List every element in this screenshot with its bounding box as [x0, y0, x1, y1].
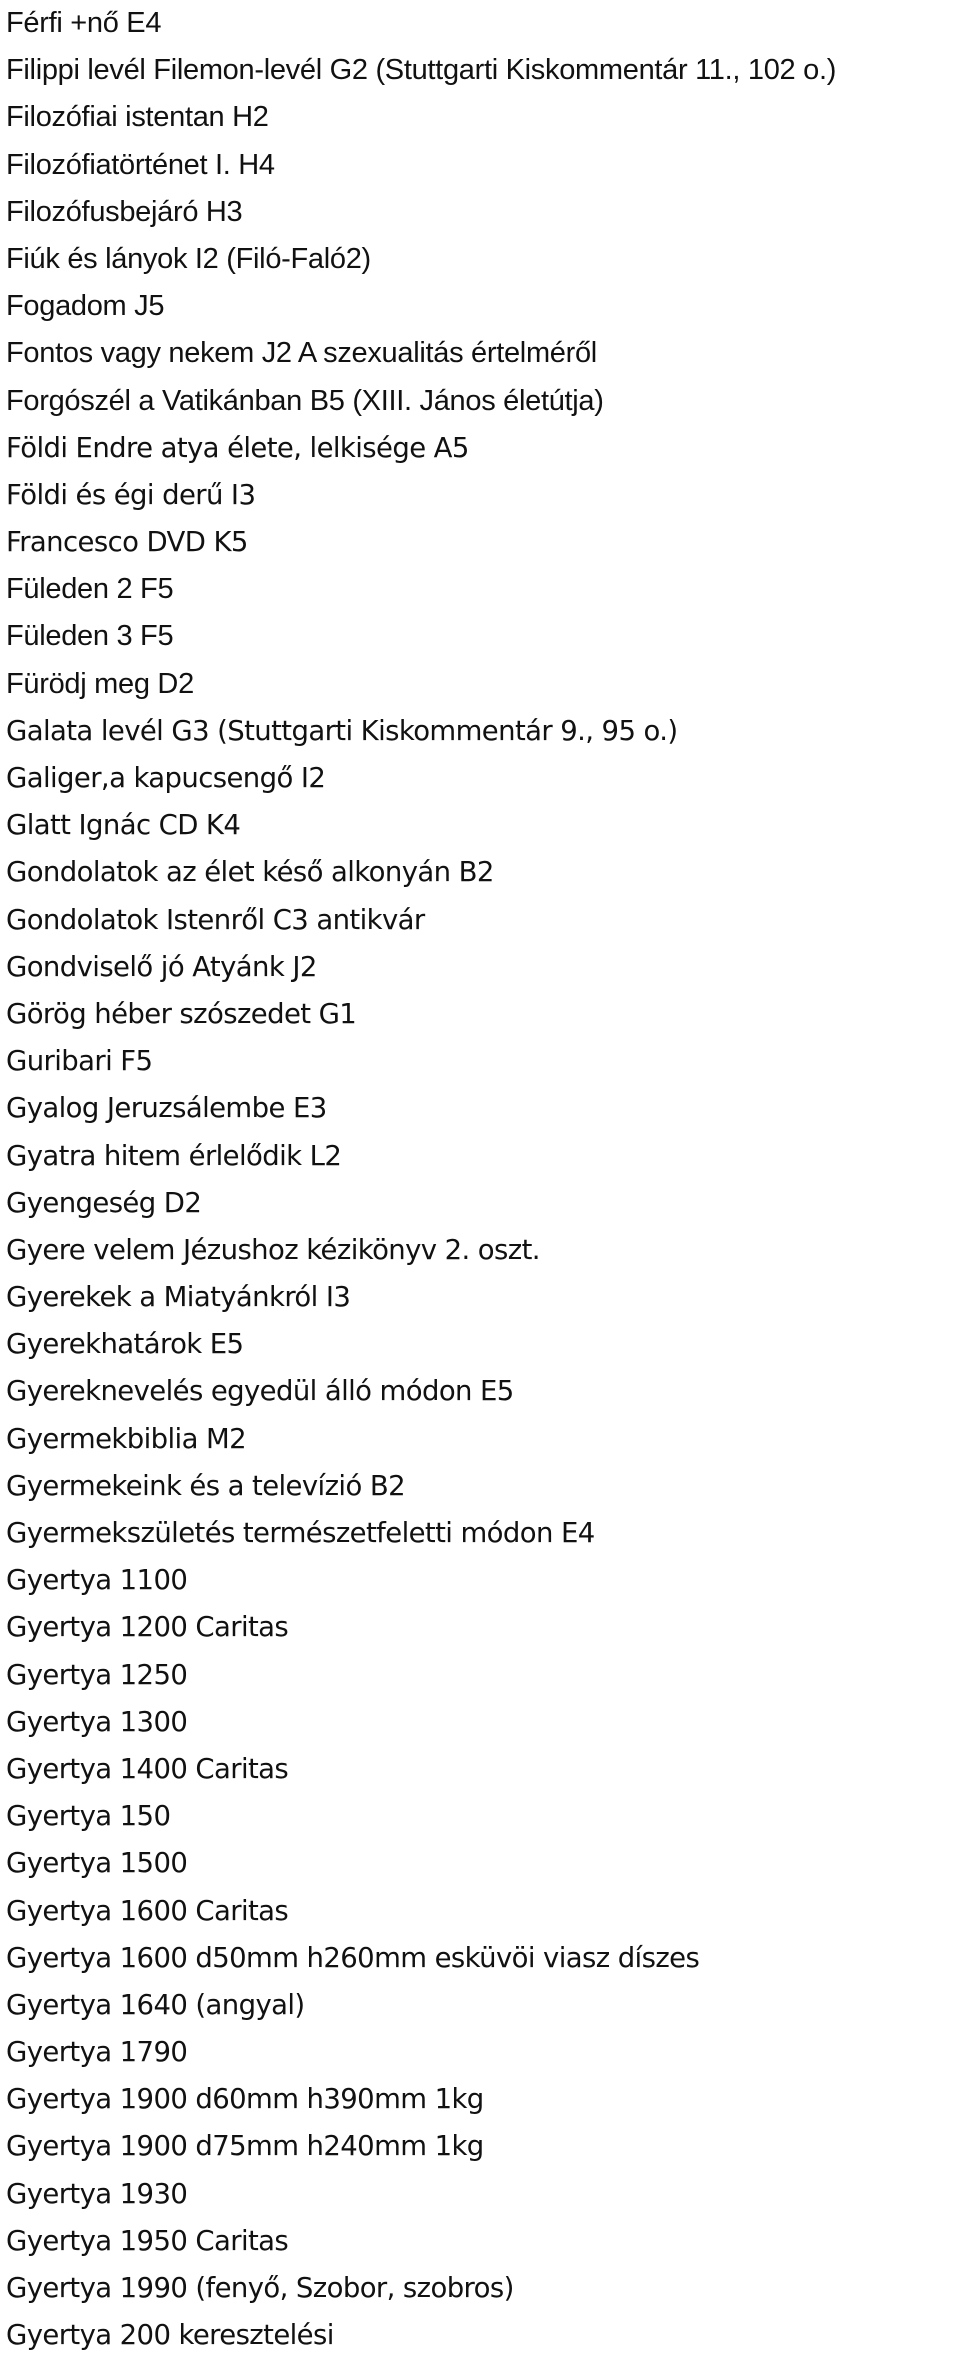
list-item: Gyermekbiblia M2: [6, 1422, 247, 1455]
list-item: Gyertya 1500: [6, 1847, 188, 1880]
list-item: Gondolatok Istenről C3 antikvár: [6, 903, 425, 936]
list-item: Gondviselő jó Atyánk J2: [6, 950, 317, 983]
list-item: Forgószél a Vatikánban B5 (XIII. János életútja): [6, 384, 604, 417]
list-item: Gyertya 1990 (fenyő, Szobor, szobros): [6, 2272, 514, 2304]
list-item: Füleden 2 F5: [6, 573, 174, 606]
list-item: Gyermekszületés természetfeletti módon E4: [6, 1517, 595, 1549]
list-item: Fiúk és lányok I2 (Filó-Faló2): [6, 242, 371, 275]
list-item: Férfi +nő E4: [6, 7, 162, 39]
list-item: Gyertya 1790: [6, 2036, 188, 2069]
list-item: Gyertya 1600 d50mm h260mm esküvöi viasz díszes: [6, 1941, 700, 1974]
list-item: Földi Endre atya élete, lelkisége A5: [6, 431, 469, 464]
list-item: Glatt Ignác CD K4: [6, 809, 241, 842]
list-item: Gyertya 1900 d60mm h390mm 1kg: [6, 2083, 484, 2116]
list-item: Gyerekek a Miatyánkról I3: [6, 1281, 351, 1314]
document-list: [6, 0, 954, 2359]
list-item: Fürödj meg D2: [6, 667, 194, 700]
list-item: Gyertya 1400 Caritas: [6, 1752, 289, 1785]
list-item: Gyertya 1200 Caritas: [6, 1611, 289, 1644]
list-item: Gyertya 150: [6, 1800, 171, 1833]
list-item: Gyerekhatárok E5: [6, 1328, 244, 1361]
list-item: Galata levél G3 (Stuttgarti Kiskommentár 9., 95 o.): [6, 714, 678, 747]
list-item: Guribari F5: [6, 1045, 153, 1078]
list-item: Füleden 3 F5: [6, 620, 174, 653]
list-item: Filozófusbejáró H3: [6, 195, 243, 228]
list-item: Gyertya 1600 Caritas: [6, 1894, 289, 1927]
list-item: Filozófiatörténet I. H4: [6, 148, 275, 181]
list-item: Gyertya 1100: [6, 1564, 188, 1597]
list-item: Gyertya 1640 (angyal): [6, 1988, 305, 2021]
list-item: Gyereknevelés egyedül álló módon E5: [6, 1375, 514, 1408]
list-item: Görög héber szószedet G1: [6, 997, 357, 1030]
list-item: Földi és égi derű I3: [6, 478, 256, 511]
list-item: Gyermekeink és a televízió B2: [6, 1469, 405, 1502]
list-item: Gyertya 1950 Caritas: [6, 2224, 289, 2257]
list-item: Gyertya 1300: [6, 1705, 188, 1738]
list-item: Gyertya 1250: [6, 1658, 188, 1691]
list-item: Gyertya 1900 d75mm h240mm 1kg: [6, 2130, 484, 2163]
list-item: Gyere velem Jézushoz kézikönyv 2. oszt.: [6, 1233, 540, 1266]
list-item: Filozófiai istentan H2: [6, 101, 269, 134]
list-item: Filippi levél Filemon-levél G2 (Stuttgarti Kiskommentár 11., 102 o.): [6, 54, 837, 87]
list-item: Gyertya 1930: [6, 2177, 188, 2210]
list-item: Francesco DVD K5: [6, 526, 248, 559]
list-item: Gyengeség D2: [6, 1186, 202, 1219]
list-item: Galiger,a kapucsengő I2: [6, 762, 326, 794]
list-item: Gyatra hitem érlelődik L2: [6, 1139, 342, 1172]
list-item: Fogadom J5: [6, 290, 165, 323]
list-item: Fontos vagy nekem J2 A szexualitás értelméről: [6, 337, 597, 370]
list-item: Gyertya 200 keresztelési: [6, 2319, 334, 2352]
list-item: Gyalog Jeruzsálembe E3: [6, 1092, 327, 1125]
list-item: Gondolatok az élet késő alkonyán B2: [6, 856, 494, 889]
